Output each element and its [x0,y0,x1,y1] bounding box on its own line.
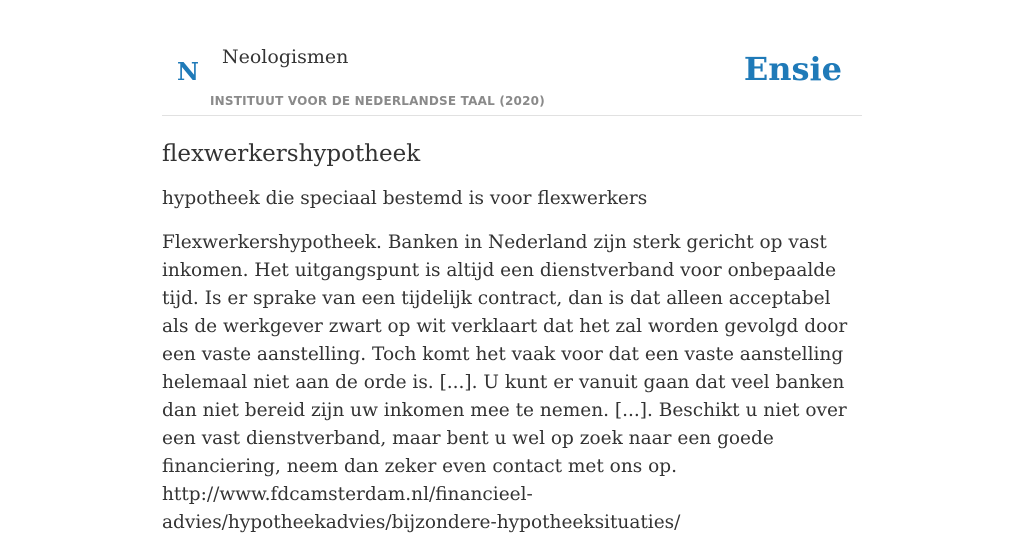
brand-logo[interactable]: Ensie [743,50,842,88]
source-title[interactable]: Neologismen [222,46,349,68]
entry-header [162,40,862,116]
entry-quote-text: Flexwerkershypotheek. Banken in Nederland zijn sterk gericht op vast inkomen. Het uitgangspunt is altijd een dienstverband voor onbepaalde tijd. Is er sprake van een tijdelijk contract, dan is dat alleen acceptabel als de werkgever zwart op wit verklaart dat het zal worden gevolgd door een vaste aanstelling. Toch komt het vaak voor dat een vaste aanstelling helemaal niet aan de orde is. [...]. U kunt er vanuit gaan dat veel banken dan niet bereid zijn uw inkomen mee te nemen. [...]. Beschikt u niet over een vast dienstverband, maar bent u wel op zoek naar een goede financiering, neem dan zeker even contact met ons op. http://www.fdcamsterdam.nl/financieel-advies/hypotheekadvies/bijzondere-hypotheeksituaties/ [162,232,848,533]
source-initial-icon: N [177,57,199,86]
entry-definition: hypotheek die speciaal bestemd is voor flexwerkers [162,188,648,209]
source-meta: INSTITUUT VOOR DE NEDERLANDSE TAAL (2020) [210,94,545,108]
entry-quote [162,229,862,537]
entry-card [162,40,862,537]
entry-term: flexwerkershypotheek [162,141,421,167]
